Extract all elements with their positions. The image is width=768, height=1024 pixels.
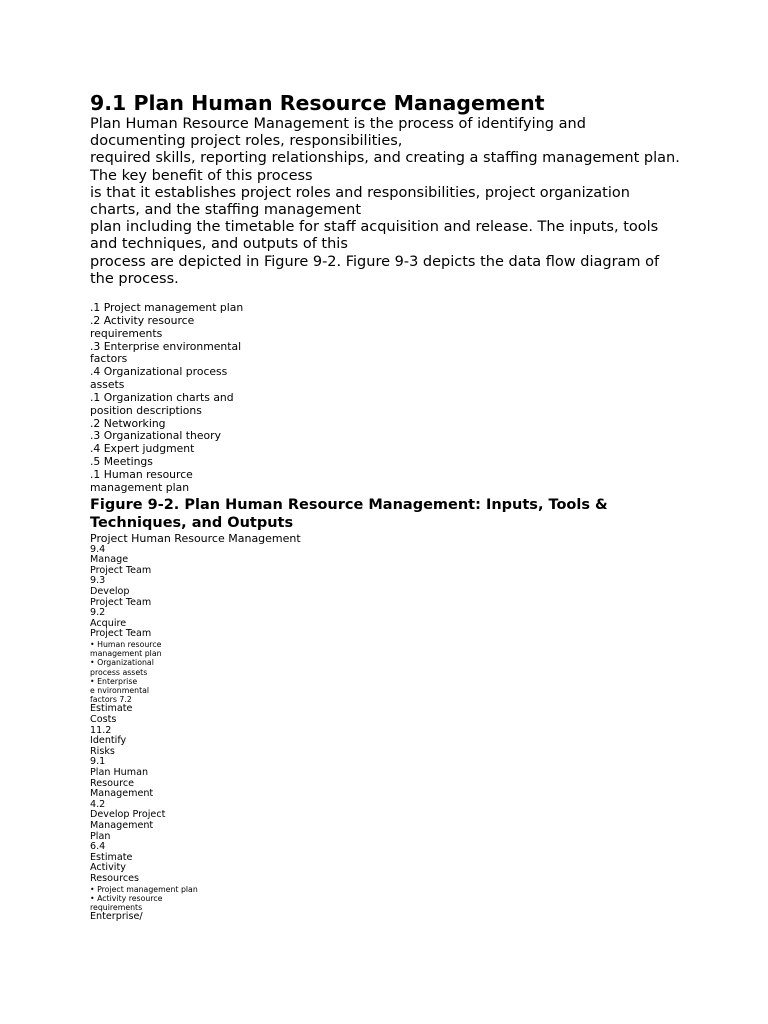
intro-line: plan including the timetable for staff acquisition and release. The inputs, tools [90,219,659,236]
flow-line: Risks [90,745,115,757]
flow-line: Acquire [90,617,127,629]
flow-line: 11.2 [90,724,112,736]
flow-line: • Organizational [90,658,154,668]
flow-line: requirements [90,902,143,912]
flow-line: Project Team [90,596,152,608]
intro-line: and techniques, and outputs of this [90,236,348,253]
section-heading: 9.1 Plan Human Resource Management [90,91,545,115]
itto-line: position descriptions [90,403,202,417]
flow-line: Estimate [90,851,133,863]
flow-line: Resources [90,872,139,884]
flow-line: factors 7.2 [90,695,132,705]
flow-line: Resource [90,777,134,789]
flow-line: Enterprise/ [90,911,143,923]
flow-line: management plan [90,649,162,659]
flow-line: • Project management plan [90,884,198,894]
itto-line: requirements [90,326,163,340]
flow-line: Develop [90,586,130,598]
itto-line: management plan [90,480,190,494]
intro-line: The key benefit of this process [90,167,313,184]
itto-line: .1 Human resource [90,468,193,481]
intro-line: required skills, reporting relationships, and creating a staffing management plan. [90,150,680,167]
itto-line: .3 Enterprise environmental [90,339,242,353]
caption-line: Figure 9-2. Plan Human Resource Management: Inputs, Tools & [90,496,608,513]
caption-line: Techniques, and Outputs [90,514,294,531]
data-flow-text [90,532,690,923]
flow-line: 9.1 [90,756,106,768]
flow-line: 9.4 [90,543,106,555]
flow-line: 4.2 [90,798,106,810]
flow-line: Develop Project [90,809,166,821]
flow-line: 9.2 [90,607,106,619]
itto-line: factors [90,352,128,366]
itto-line: .2 Networking [90,416,166,430]
document-page [90,90,690,923]
intro-line: process are depicted in Figure 9-2. Figure 9-3 depicts the data flow diagram of [90,253,660,270]
flow-line: Identify [90,735,127,747]
itto-list [90,302,690,495]
flow-line: Project Team [90,628,152,640]
intro-line: the process. [90,270,179,287]
itto-line: .3 Organizational theory [90,429,221,443]
flow-line: • Activity resource [90,893,163,903]
intro-line: charts, and the staffing management [90,202,362,219]
flow-line: Management [90,819,154,831]
itto-line: assets [90,378,125,392]
flow-title: Project Human Resource Management [90,531,301,545]
flow-line: 6.4 [90,841,106,853]
flow-line: Plan Human [90,767,149,779]
itto-line: .4 Expert judgment [90,442,195,456]
intro-line: documenting project roles, responsibilities, [90,133,403,150]
flow-line: Manage [90,554,129,566]
flow-line: • Human resource [90,640,162,650]
flow-line: e nvironmental [90,686,150,696]
flow-line: process assets [90,667,148,677]
figure-caption [90,496,690,532]
flow-line: Plan [90,830,111,842]
flow-line: Costs [90,714,117,726]
intro-paragraph [90,116,690,288]
flow-line: Management [90,788,154,800]
intro-line: Plan Human Resource Management is the process of identifying and [90,116,586,132]
flow-line: • Enterprise [90,676,138,686]
flow-line: 9.3 [90,575,106,587]
itto-line: .2 Activity resource [90,313,195,327]
itto-line: .1 Project management plan [90,301,244,315]
intro-line: is that it establishes project roles and responsibilities, project organization [90,184,630,201]
flow-line: Estimate [90,703,133,715]
itto-line: .5 Meetings [90,455,153,469]
flow-line: Project Team [90,564,152,576]
flow-line: Activity [90,862,126,874]
itto-line: .1 Organization charts and [90,390,234,404]
itto-line: .4 Organizational process [90,365,228,379]
